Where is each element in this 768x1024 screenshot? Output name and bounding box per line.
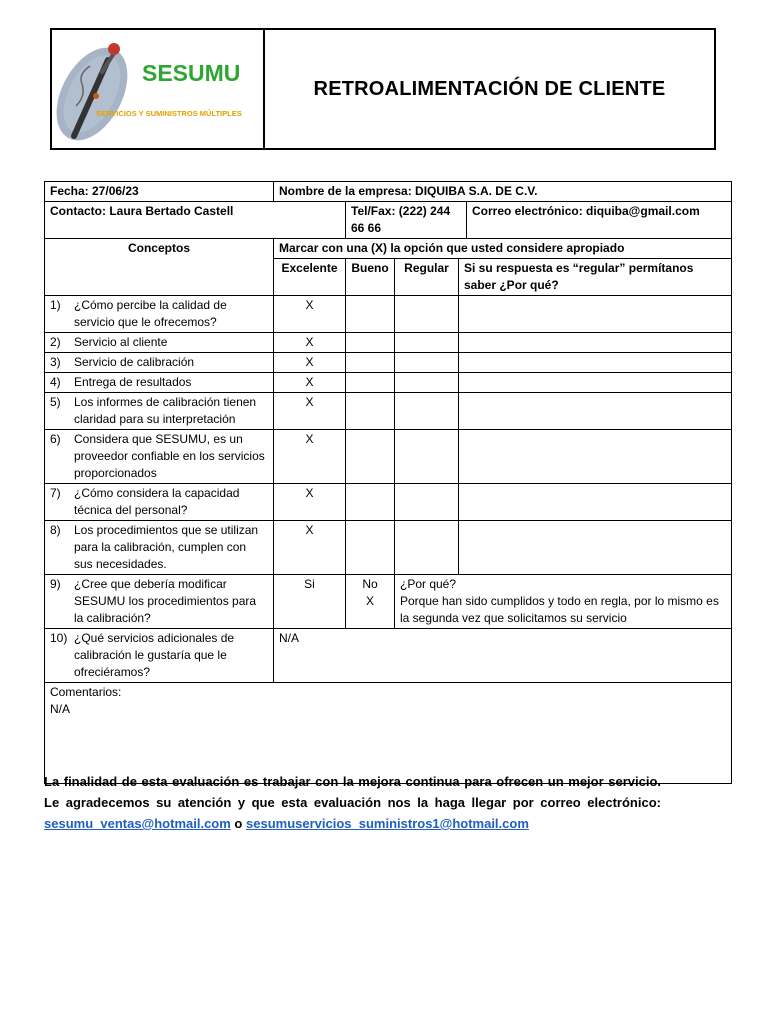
bueno-cell[interactable] xyxy=(346,296,395,333)
email-link-ventas[interactable]: sesumu_ventas@hotmail.com xyxy=(44,816,231,831)
question-text: ¿Cómo considera la capacidad técnica del personal? xyxy=(74,486,240,517)
comentarios-row xyxy=(45,683,732,784)
question-number: 10) xyxy=(50,631,68,645)
bueno-cell[interactable] xyxy=(346,484,395,521)
question-number: 4) xyxy=(50,375,61,389)
regular-cell[interactable] xyxy=(395,430,459,484)
regular-header: Regular xyxy=(395,259,459,296)
regular-cell[interactable] xyxy=(395,373,459,393)
excelente-mark[interactable]: X xyxy=(274,393,346,430)
porque-cell[interactable] xyxy=(459,353,732,373)
question-number: 7) xyxy=(50,486,61,500)
regular-cell[interactable] xyxy=(395,296,459,333)
question-text: Los informes de calibración tienen claridad para su interpretación xyxy=(74,395,257,426)
fecha-field: Fecha: 27/06/23 xyxy=(45,182,274,202)
porque-cell[interactable] xyxy=(459,296,732,333)
question-number: 1) xyxy=(50,298,61,312)
q9-porque-text: Porque han sido cumplidos y todo en regla, por lo mismo es la segunda vez que solicitamos su servicio xyxy=(400,594,719,625)
comentarios-box[interactable] xyxy=(45,683,732,784)
sesumu-logo-icon xyxy=(56,36,136,148)
bueno-cell[interactable] xyxy=(346,521,395,575)
question-number: 9) xyxy=(50,577,61,591)
porque-header: Si su respuesta es “regular” permítanos saber ¿Por qué? xyxy=(459,259,732,296)
bueno-cell[interactable] xyxy=(346,333,395,353)
logo-subtitle: SERVICIOS Y SUMINISTROS MÚLTIPLES xyxy=(96,109,242,118)
regular-cell[interactable] xyxy=(395,393,459,430)
telfax-field: Tel/Fax: (222) 244 66 66 xyxy=(346,202,467,239)
regular-cell[interactable] xyxy=(395,333,459,353)
contacto-field: Contacto: Laura Bertado Castell xyxy=(45,202,346,239)
question-number: 2) xyxy=(50,335,61,349)
question-text: Considera que SESUMU, es un proveedor confiable en los servicios proporcionados xyxy=(74,432,265,480)
q9-porque-cell[interactable] xyxy=(395,575,732,629)
info-row-2 xyxy=(45,202,732,239)
comentarios-value: N/A xyxy=(50,702,71,716)
correo-field: Correo electrónico: diquiba@gmail.com xyxy=(467,202,732,239)
footer-connector: o xyxy=(234,816,243,831)
comentarios-label: Comentarios: xyxy=(50,685,122,699)
porque-cell[interactable] xyxy=(459,333,732,353)
no-option[interactable] xyxy=(346,575,395,629)
question-row-8 xyxy=(45,521,732,575)
regular-cell[interactable] xyxy=(395,484,459,521)
question-row-3 xyxy=(45,353,732,373)
no-mark: X xyxy=(365,594,374,608)
no-label: No xyxy=(362,577,378,591)
question-row-4 xyxy=(45,373,732,393)
bueno-cell[interactable] xyxy=(346,430,395,484)
porque-cell[interactable] xyxy=(459,484,732,521)
logo-name: SESUMU xyxy=(142,60,241,86)
bueno-header: Bueno xyxy=(346,259,395,296)
excelente-mark[interactable]: X xyxy=(274,484,346,521)
si-option[interactable]: Si xyxy=(274,575,346,629)
question-number: 3) xyxy=(50,355,61,369)
question-number: 5) xyxy=(50,395,61,409)
bueno-cell[interactable] xyxy=(346,393,395,430)
excelente-mark[interactable]: X xyxy=(274,353,346,373)
excelente-mark[interactable]: X xyxy=(274,521,346,575)
q10-answer[interactable]: N/A xyxy=(274,629,732,683)
question-row-2 xyxy=(45,333,732,353)
excelente-mark[interactable]: X xyxy=(274,296,346,333)
instruction-header: Marcar con una (X) la opción que usted considere apropiado xyxy=(274,239,732,259)
document-header xyxy=(50,28,716,150)
question-text: ¿Qué servicios adicionales de calibración le gustaría que le ofreciéramos? xyxy=(74,631,235,679)
info-row-1 xyxy=(45,182,732,202)
logo-area xyxy=(52,30,265,148)
question-text: Los procedimientos que se utilizan para la calibración, cumplen con sus necesidades. xyxy=(74,523,259,571)
porque-cell[interactable] xyxy=(459,373,732,393)
question-number: 6) xyxy=(50,432,61,446)
excelente-mark[interactable]: X xyxy=(274,373,346,393)
regular-cell[interactable] xyxy=(395,353,459,373)
question-row-7 xyxy=(45,484,732,521)
question-text: Entrega de resultados xyxy=(74,375,192,389)
bueno-cell[interactable] xyxy=(346,353,395,373)
document-title: RETROALIMENTACIÓN DE CLIENTE xyxy=(313,77,666,100)
bueno-cell[interactable] xyxy=(346,373,395,393)
question-number: 8) xyxy=(50,523,61,537)
empresa-field: Nombre de la empresa: DIQUIBA S.A. DE C.V. xyxy=(274,182,732,202)
footer-note xyxy=(44,771,661,834)
question-row-5 xyxy=(45,393,732,430)
question-text: Servicio de calibración xyxy=(74,355,195,369)
question-text: ¿Cómo percibe la calidad de servicio que le ofrecemos? xyxy=(74,298,227,329)
question-text: Servicio al cliente xyxy=(74,335,168,349)
excelente-mark[interactable]: X xyxy=(274,333,346,353)
question-row-10 xyxy=(45,629,732,683)
conceptos-header: Conceptos xyxy=(45,239,274,296)
excelente-header: Excelente xyxy=(274,259,346,296)
question-text: ¿Cree que debería modificar SESUMU los procedimientos para la calibración? xyxy=(74,577,257,625)
footer-text: La finalidad de esta evaluación es trabajar con la mejora continua para ofrecen un mejor servicio. Le agradecemos su atención y que esta evaluación nos la haga llegar por correo electrónico: xyxy=(44,774,661,810)
email-link-suministros[interactable]: sesumuservicios_suministros1@hotmail.com xyxy=(246,816,529,831)
porque-cell[interactable] xyxy=(459,430,732,484)
excelente-mark[interactable]: X xyxy=(274,430,346,484)
question-row-1 xyxy=(45,296,732,333)
regular-cell[interactable] xyxy=(395,521,459,575)
question-row-9 xyxy=(45,575,732,629)
porque-cell[interactable] xyxy=(459,393,732,430)
porque-cell[interactable] xyxy=(459,521,732,575)
q9-porque-label: ¿Por qué? xyxy=(400,577,457,591)
question-row-6 xyxy=(45,430,732,484)
feedback-table xyxy=(44,181,732,784)
header-row xyxy=(45,239,732,259)
